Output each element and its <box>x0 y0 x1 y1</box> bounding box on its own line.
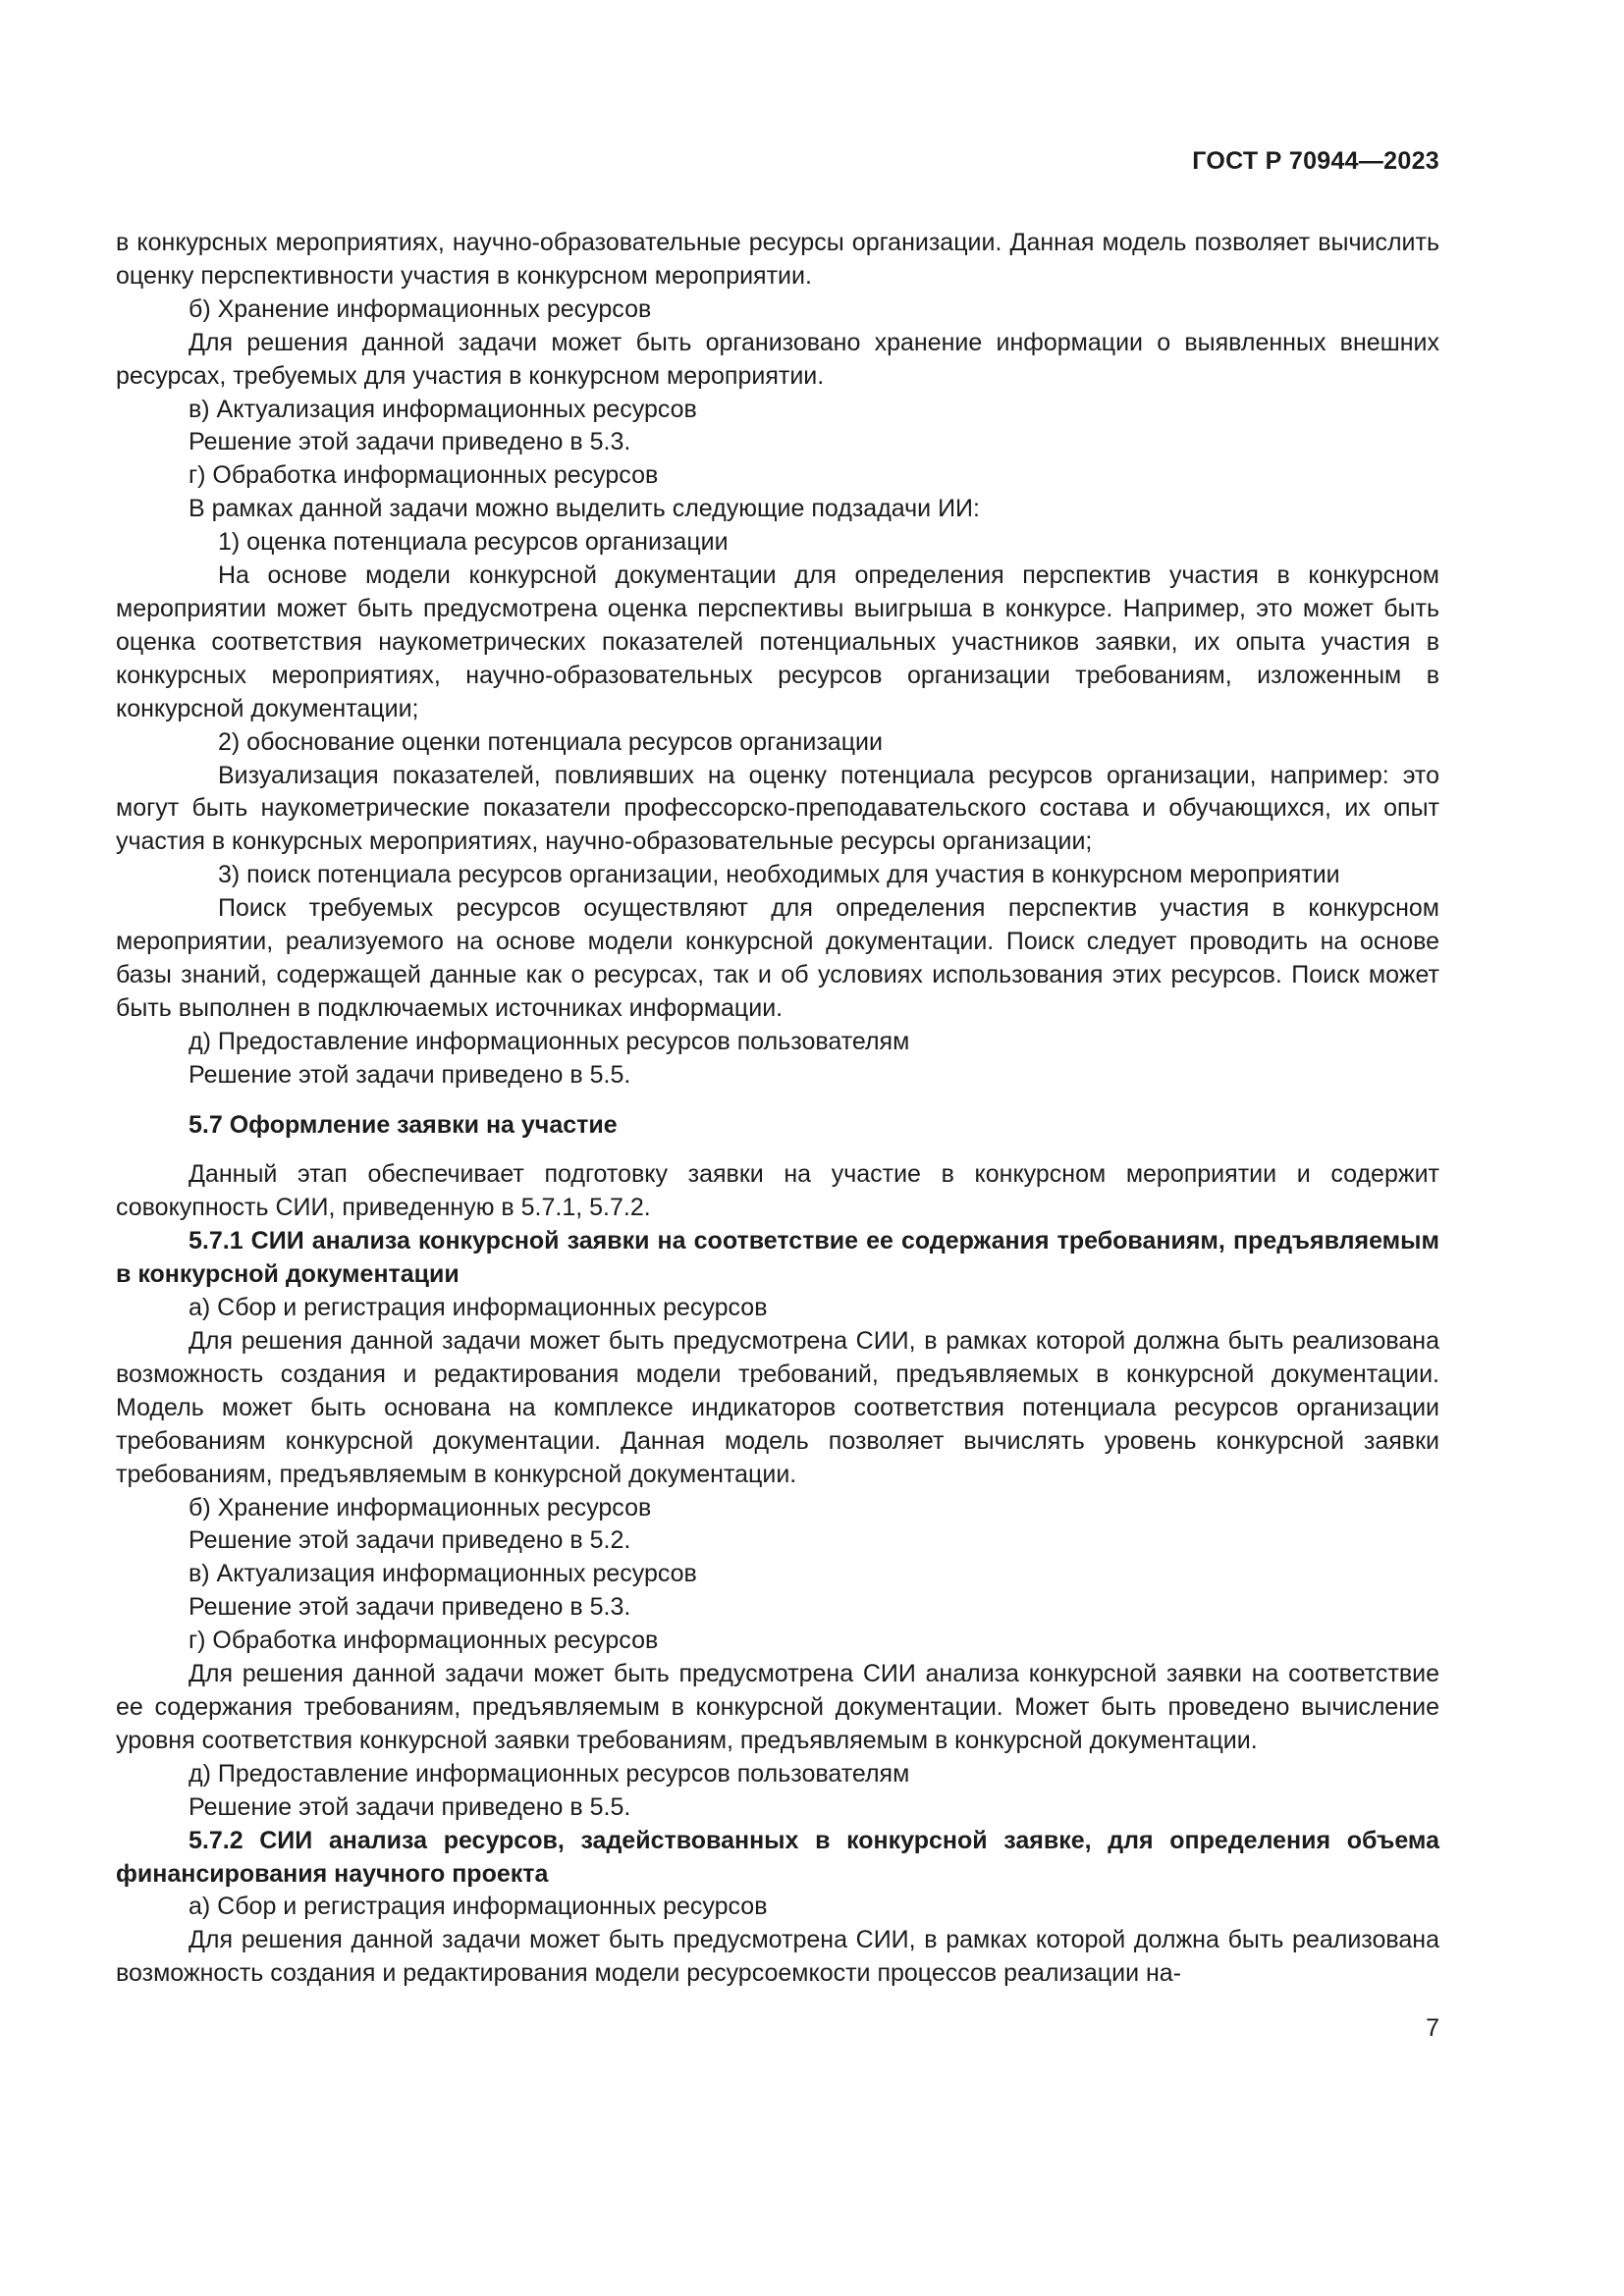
paragraph: Визуализация показателей, повлиявших на оценку потенциала ресурсов организации, например: это могут быть наукометрические показатели профессорско-преподавательского состава и обучающихся, их опыт участия в конкурсных мероприятиях, научно-образовательные ресурсы организации; <box>116 761 1439 856</box>
sublist-item-heading: 2) обоснование оценки потенциала ресурсов организации <box>218 727 883 756</box>
paragraph: Решение этой задачи приведено в 5.2. <box>189 1526 631 1555</box>
paragraph: На основе модели конкурсной документации для определения перспектив участия в конкурсном мероприятии может быть предусмотрена оценка перспективы выигрыша в конкурсе. Например, это может быть оценка соответствия наукометрических показателей потенциальных участников заявки, их опыта участия в конкурсных мероприятиях, научно-образовательных ресурсов организации требованиям, изложенным в конкурсной документации; <box>116 561 1439 722</box>
paragraph: Поиск требуемых ресурсов осуществляют для определения перспектив участия в конкурсном мероприятии, реализуемого на основе модели конкурсной документации. Поиск следует проводить на основе базы знаний, содержащей данные как о ресурсах, так и об условиях использования этих ресурсов. Поиск может быть выполнен в подключаемых источниках информации. <box>116 894 1439 1022</box>
list-item-heading: а) Сбор и регистрация информационных ресурсов <box>189 1294 768 1322</box>
page-number: 7 <box>1426 2014 1439 2042</box>
document-standard-id: ГОСТ Р 70944—2023 <box>1192 147 1439 175</box>
list-item-heading: в) Актуализация информационных ресурсов <box>189 1560 697 1588</box>
paragraph: Для решения данной задачи может быть предусмотрена СИИ, в рамках которой должна быть реализована возможность создания и редактирования модели ресурсоемкости процессов реализации на- <box>116 1926 1439 1988</box>
section-heading-5-7: 5.7 Оформление заявки на участие <box>189 1110 618 1139</box>
paragraph: Для решения данной задачи может быть организовано хранение информации о выявленных внешних ресурсах, требуемых для участия в конкурсном мероприятии. <box>116 328 1439 390</box>
paragraph: Решение этой задачи приведено в 5.3. <box>189 1593 631 1622</box>
list-item-heading: д) Предоставление информационных ресурсов пользователям <box>189 1759 910 1788</box>
subsection-heading-5-7-1: 5.7.1 СИИ анализа конкурсной заявки на соответствие ее содержания требованиям, предъявляемым в конкурсной документации <box>116 1227 1439 1289</box>
sublist-item-heading: 1) оценка потенциала ресурсов организации <box>218 528 729 557</box>
list-item-heading: б) Хранение информационных ресурсов <box>189 1493 652 1522</box>
paragraph: Для решения данной задачи может быть предусмотрена СИИ анализа конкурсной заявки на соответствие ее содержания требованиям, предъявляемым в конкурсной документации. Может быть проведено вычисление уровня соответствия конкурсной заявки требованиям, предъявляемым в конкурсной документации. <box>116 1660 1439 1754</box>
subsection-heading-5-7-2: 5.7.2 СИИ анализа ресурсов, задействованных в конкурсной заявке, для определения объема финансирования научного проекта <box>116 1826 1439 1888</box>
list-item-heading: г) Обработка информационных ресурсов <box>189 1627 659 1655</box>
paragraph: Решение этой задачи приведено в 5.5. <box>189 1060 631 1089</box>
paragraph: Решение этой задачи приведено в 5.3. <box>189 428 631 456</box>
list-item-heading: г) Обработка информационных ресурсов <box>189 461 659 490</box>
list-item-heading: в) Актуализация информационных ресурсов <box>189 395 697 423</box>
paragraph: В рамках данной задачи можно выделить следующие подзадачи ИИ: <box>189 495 980 523</box>
list-item-heading: д) Предоставление информационных ресурсов пользователям <box>189 1027 910 1055</box>
list-item-heading: б) Хранение информационных ресурсов <box>189 294 652 323</box>
list-item-heading: а) Сбор и регистрация информационных ресурсов <box>189 1893 768 1921</box>
paragraph: в конкурсных мероприятиях, научно-образовательные ресурсы организации. Данная модель позволяет вычислить оценку перспективности участия в конкурсном мероприятии. <box>116 229 1439 290</box>
document-body <box>116 227 1439 1991</box>
paragraph: Решение этой задачи приведено в 5.5. <box>189 1792 631 1821</box>
paragraph: Данный этап обеспечивает подготовку заявки на участие в конкурсном мероприятии и содержит совокупность СИИ, приведенную в 5.7.1, 5.7.2. <box>116 1160 1439 1222</box>
paragraph: Для решения данной задачи может быть предусмотрена СИИ, в рамках которой должна быть реализована возможность создания и редактирования модели требований, предъявляемых в конкурсной документации. Модель может быть основана на комплексе индикаторов соответствия потенциала ресурсов организации требованиям конкурсной документации. Данная модель позволяет вычислять уровень конкурсной заявки требованиям, предъявляемым в конкурсной документации. <box>116 1327 1439 1488</box>
sublist-item-heading: 3) поиск потенциала ресурсов организации, необходимых для участия в конкурсном мероприятии <box>218 861 1340 889</box>
